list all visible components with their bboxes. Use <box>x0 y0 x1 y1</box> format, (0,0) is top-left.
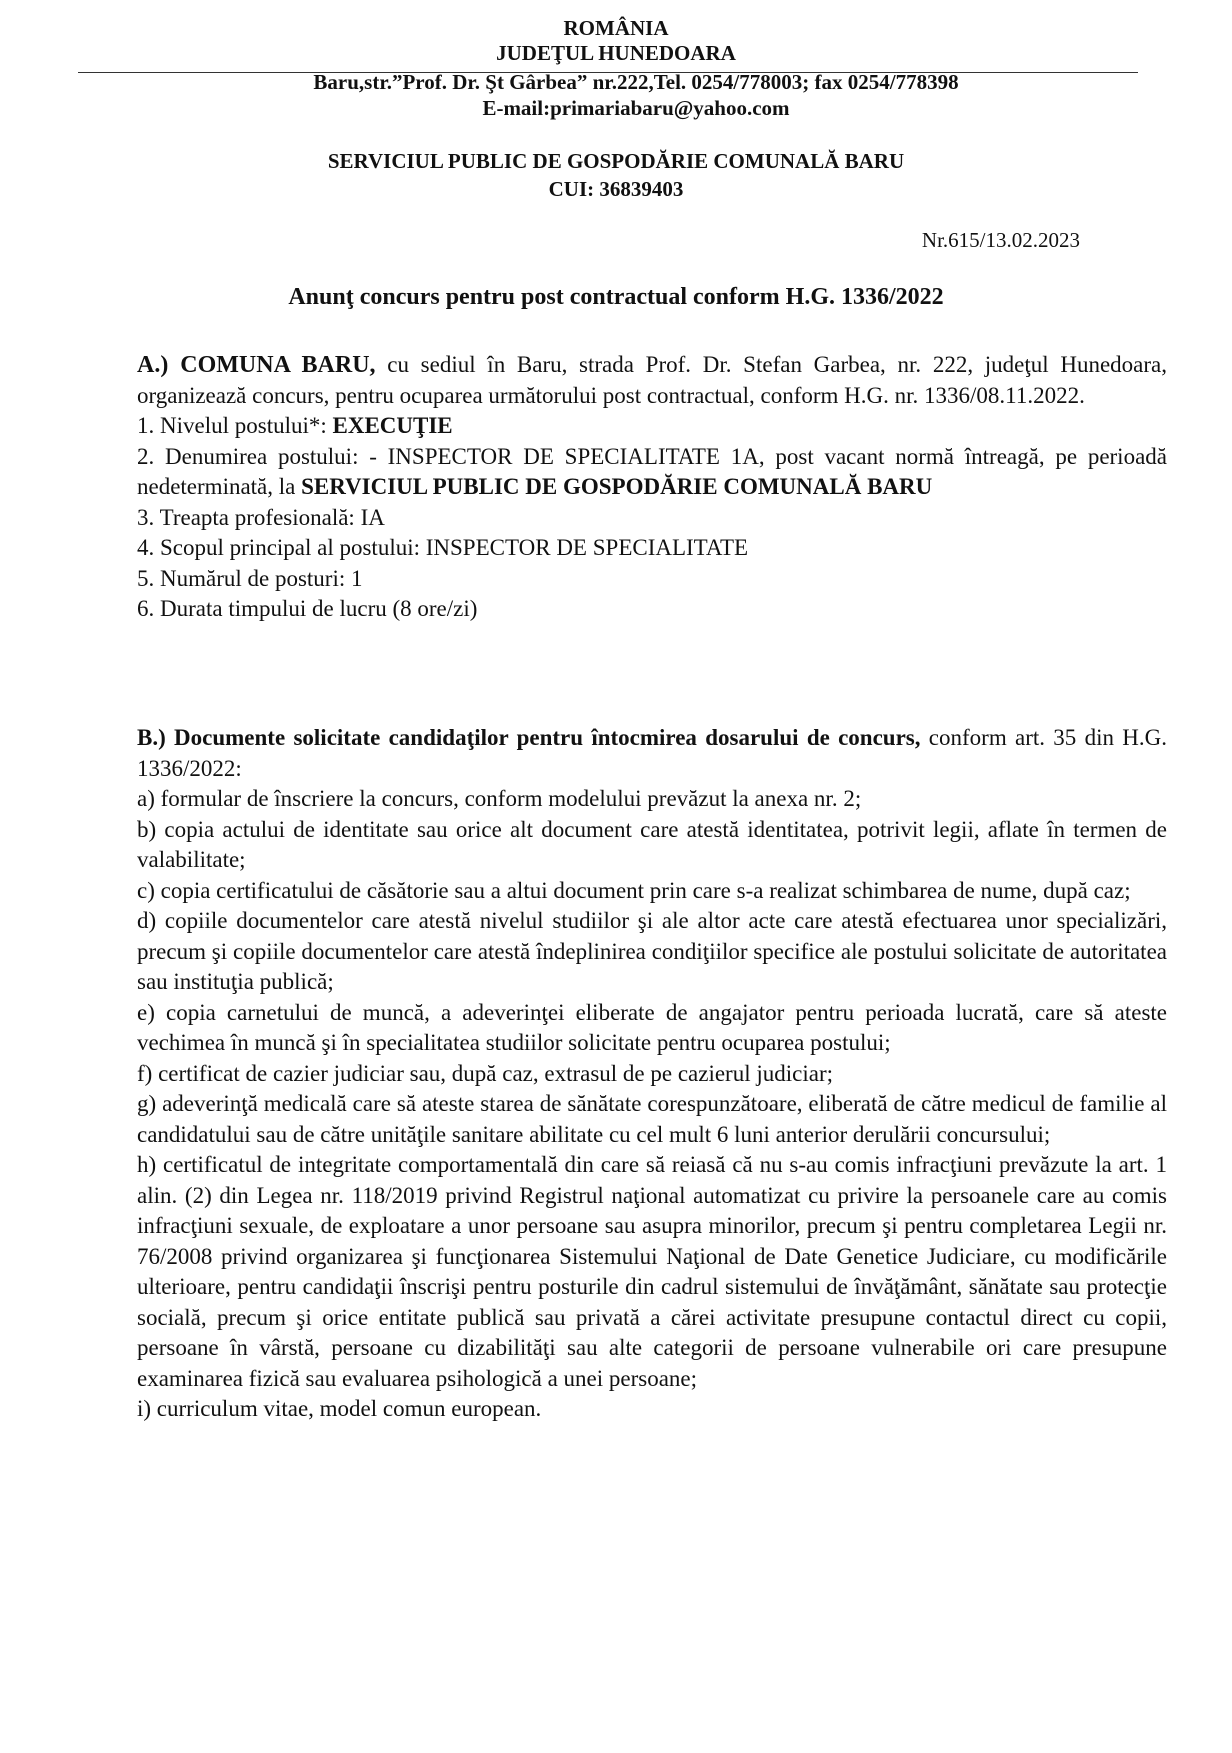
document-item-h: h) certificatul de integritate comportamentală din care să reiasă că nu s-au comis infracţiuni prevăzute la art. 1 alin. (2) din Legea nr. 118/2019 privind Registrul naţional automatizat cu privire la persoanele care au comis infracţiuni sexuale, de exploatare a unor persoane sau asupra minorilor, precum şi pentru completarea Legii nr. 76/2008 privind organizarea şi funcţionarea Sistemului Naţional de Date Genetice Judiciare, cu modificările ulterioare, pentru candidaţii înscrişi pentru posturile din cadrul sistemului de învăţământ, sănătate sau protecţie socială, precum şi orice entitate publică sau privată a cărei activitate presupune contactul direct cu copii, persoane în vârstă, persoane cu dizabilităţi sau alte categorii de persoane vulnerabile ori care presupune examinarea fizică sau evaluarea psihologică a unei persoane; <box>137 1152 1167 1391</box>
document-item-e: e) copia carnetului de muncă, a adeverinţei eliberate de angajator pentru perioada lucrată, care să ateste vechimea în muncă şi în specialitatea studiilor solicitate pentru ocuparea postului; <box>137 999 1167 1055</box>
header-service: SERVICIUL PUBLIC DE GOSPODĂRIE COMUNALĂ BARU <box>327 149 905 173</box>
header-email: E-mail:primariabaru@yahoo.com <box>482 96 790 120</box>
post-count: 5. Numărul de posturi: 1 <box>137 565 363 591</box>
post-name-text: 2. Denumirea postului: - INSPECTOR DE SPECIALITATE 1A, post vacant normă întreagă, pe perioadă nedeterminată, la <box>137 443 1167 499</box>
document-title: Anunţ concurs pentru post contractual conform H.G. 1336/2022 <box>288 284 944 310</box>
document-item-b: b) copia actului de identitate sau orice alt document care atestă identitatea, potrivit legii, aflate în termen de valabilitate; <box>137 816 1167 872</box>
document-item-f: f) certificat de cazier judiciar sau, după caz, extrasul de pe cazierul judiciar; <box>137 1060 833 1086</box>
document-item-i: i) curriculum vitae, model comun european. <box>137 1396 542 1421</box>
post-hours: 6. Durata timpului de lucru (8 ore/zi) <box>137 596 478 621</box>
section-a-intro <box>137 350 1167 411</box>
post-grade: 3. Treapta profesională: IA <box>137 504 385 530</box>
section-b-intro <box>137 723 1167 784</box>
document-item-g: g) adeverinţă medicală care să ateste starea de sănătate corespunzătoare, eliberată de către medicul de familie al candidatului sau de către unităţile sanitare abilitate cu cel mult 6 luni anterior derulării concursului; <box>137 1091 1167 1147</box>
document-item-c: c) copia certificatului de căsătorie sau a altui document prin care s-a realizat schimbarea de nume, după caz; <box>137 877 1131 903</box>
post-service: SERVICIUL PUBLIC DE GOSPODĂRIE COMUNALĂ BARU <box>301 474 933 499</box>
document-item-d: d) copiile documentelor care atestă nivelul studiilor şi ale altor acte care atestă efectuarea unor specializări, precum şi copiile documentelor care atestă îndeplinirea condiţiilor specifice ale postului solicitate de autoritatea sau instituţia publică; <box>137 908 1167 994</box>
post-level-value: EXECUŢIE <box>332 413 453 438</box>
section-b-text: conform art. 35 din H.G. 1336/2022: <box>137 725 1167 781</box>
header-country: ROMÂNIA <box>563 16 669 40</box>
section-a <box>137 350 1167 625</box>
post-level <box>137 411 1167 442</box>
section-b-lead: B.) Documente solicitate candidaţilor pentru întocmirea dosarului de concurs, <box>137 725 921 750</box>
post-level-label: 1. Nivelul postului*: <box>137 413 333 438</box>
section-b <box>137 723 1167 1425</box>
section-a-text: cu sediul în Baru, strada Prof. Dr. Stefan Garbea, nr. 222, judeţul Hunedoara, organizează concurs, pentru ocuparea următorului post contractual, conform H.G. nr. 1336/08.11.2022. <box>137 352 1168 408</box>
header-cui: CUI: 36839403 <box>548 177 684 201</box>
header-address: Baru,str.”Prof. Dr. Şt Gârbea” nr.222,Tel. 0254/778003; fax 0254/778398 <box>313 70 959 94</box>
post-purpose: 4. Scopul principal al postului: INSPECTOR DE SPECIALITATE <box>137 535 749 560</box>
document-item-a: a) formular de înscriere la concurs, conform modelului prevăzut la anexa nr. 2; <box>137 786 862 811</box>
post-name <box>137 442 1167 503</box>
document-number: Nr.615/13.02.2023 <box>921 228 1080 252</box>
header-county: JUDEŢUL HUNEDOARA <box>496 41 736 65</box>
section-a-lead: A.) COMUNA BARU, <box>137 352 376 378</box>
